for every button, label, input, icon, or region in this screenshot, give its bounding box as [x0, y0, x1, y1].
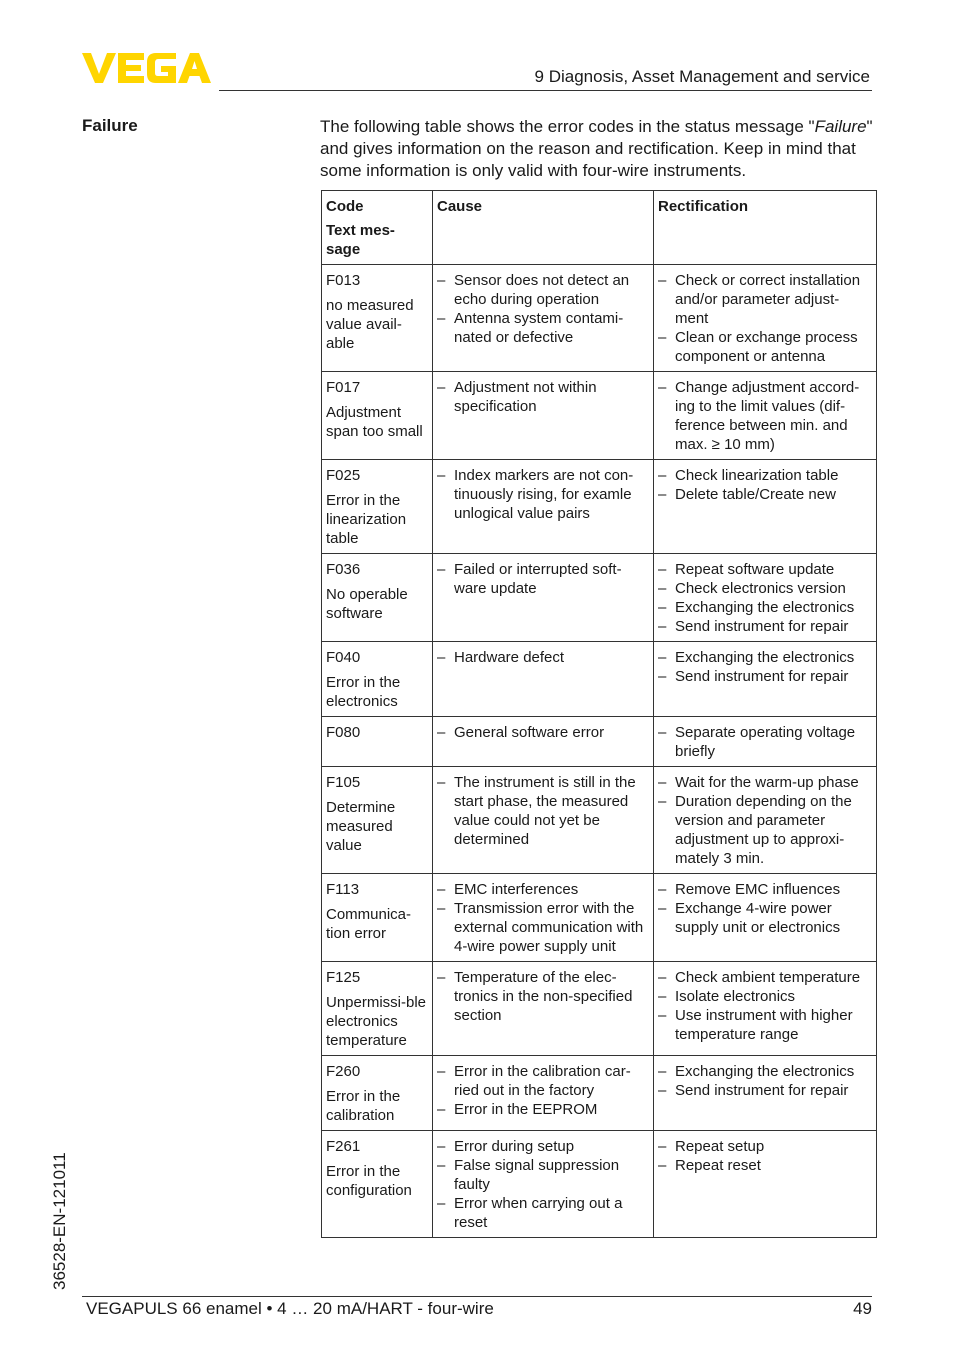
page-number: 49: [853, 1299, 872, 1318]
rectification-item: – Check ambient temperature: [658, 968, 872, 987]
code-cell: [322, 372, 433, 460]
cause-cell: [433, 962, 654, 1056]
cause-cell: [433, 1131, 654, 1238]
code-cell: [322, 717, 433, 767]
header-rectification: Rectification: [654, 191, 877, 265]
cause-cell: [433, 372, 654, 460]
error-code: F040: [326, 649, 361, 666]
error-message: Unpermissi-ble electronics temperature: [326, 994, 427, 1049]
rectification-cell: [654, 767, 877, 874]
cause-list: [437, 560, 649, 598]
cause-item: – Error when carrying out a reset: [437, 1194, 649, 1232]
rectification-cell: [654, 642, 877, 717]
rectification-item: – Clean or exchange process component or antenna: [658, 328, 872, 366]
header-rule: [219, 90, 872, 91]
rectification-list: [658, 1137, 872, 1175]
cause-item: – Error during setup: [437, 1137, 649, 1156]
cause-list: [437, 648, 649, 667]
cause-item: – Temperature of the elec-tronics in the non-specified section: [437, 968, 649, 1025]
document-id: 36528-EN-121011: [50, 1152, 69, 1290]
error-message: no measured value avail-able: [326, 297, 414, 352]
error-code: F260: [326, 1063, 361, 1080]
rectification-list: [658, 466, 872, 504]
error-code: F013: [326, 272, 361, 289]
cause-item: – The instrument is still in the start phase, the measured value could not yet be determined: [437, 773, 649, 849]
cause-item: – Adjustment not within specification: [437, 378, 649, 416]
table-row: [322, 265, 877, 372]
rectification-item: – Wait for the warm-up phase: [658, 773, 872, 792]
table-row: [322, 874, 877, 962]
rectification-item: – Send instrument for repair: [658, 667, 872, 686]
cause-list: [437, 378, 649, 416]
error-message: Error in the configuration: [326, 1163, 412, 1199]
cause-cell: [433, 874, 654, 962]
table-row: [322, 460, 877, 554]
rectification-cell: [654, 372, 877, 460]
rectification-cell: [654, 1056, 877, 1131]
rectification-item: – Remove EMC influences: [658, 880, 872, 899]
header-text-message-label: Text mes-sage: [326, 222, 395, 258]
table-row: [322, 962, 877, 1056]
rectification-cell: [654, 1131, 877, 1238]
cause-list: [437, 466, 649, 523]
code-cell: [322, 1131, 433, 1238]
cause-item: – Error in the EEPROM: [437, 1100, 649, 1119]
table-header-row: [322, 191, 877, 265]
rectification-cell: [654, 554, 877, 642]
error-code: F105: [326, 774, 361, 791]
cause-list: [437, 1137, 649, 1232]
cause-list: [437, 1062, 649, 1119]
rectification-item: – Check or correct installation and/or parameter adjust-ment: [658, 271, 872, 328]
cause-list: [437, 723, 649, 742]
header-code-label: Code: [326, 198, 364, 215]
rectification-list: [658, 968, 872, 1044]
cause-item: – False signal suppression faulty: [437, 1156, 649, 1194]
footer-product-title: VEGAPULS 66 enamel • 4 … 20 mA/HART - four-wire: [86, 1299, 494, 1318]
cause-item: – Hardware defect: [437, 648, 649, 667]
code-cell: [322, 554, 433, 642]
rectification-item: – Duration depending on the version and parameter adjustment up to approxi-mately 3 min.: [658, 792, 872, 868]
code-cell: [322, 1056, 433, 1131]
cause-cell: [433, 642, 654, 717]
rectification-item: – Send instrument for repair: [658, 1081, 872, 1100]
cause-item: – Error in the calibration car-ried out in the factory: [437, 1062, 649, 1100]
intro-text-end: " and gives information on the reason and rectification. Keep in mind that some information is only valid with four-wire instruments.: [320, 117, 873, 180]
cause-cell: [433, 460, 654, 554]
error-message: Error in the electronics: [326, 674, 401, 710]
footer-rule: [82, 1296, 872, 1297]
table-row: [322, 1056, 877, 1131]
cause-item: – Failed or interrupted soft-ware update: [437, 560, 649, 598]
rectification-item: – Delete table/Create new: [658, 485, 872, 504]
cause-cell: [433, 717, 654, 767]
cause-list: [437, 880, 649, 956]
rectification-item: – Use instrument with higher temperature range: [658, 1006, 872, 1044]
rectification-item: – Check electronics version: [658, 579, 872, 598]
code-cell: [322, 767, 433, 874]
rectification-cell: [654, 874, 877, 962]
error-message: Adjustment span too small: [326, 404, 423, 440]
error-message: No operable software: [326, 586, 408, 622]
table-row: [322, 717, 877, 767]
code-cell: [322, 265, 433, 372]
rectification-item: – Change adjustment accord-ing to the limit values (dif-ference between min. and max. ≥ 10 mm): [658, 378, 872, 454]
rectification-item: – Check linearization table: [658, 466, 872, 485]
header-code: [322, 191, 433, 265]
rectification-list: [658, 880, 872, 937]
rectification-list: [658, 648, 872, 686]
rectification-cell: [654, 265, 877, 372]
cause-item: – Index markers are not con-tinuously rising, for examle unlogical value pairs: [437, 466, 649, 523]
error-code-table: [321, 190, 877, 1238]
intro-text-italic: Failure: [814, 117, 867, 136]
code-cell: [322, 642, 433, 717]
rectification-item: – Exchange 4-wire power supply unit or electronics: [658, 899, 872, 937]
cause-item: – EMC interferences: [437, 880, 649, 899]
intro-text-start: The following table shows the error codes in the status message ": [320, 117, 815, 136]
table-row: [322, 642, 877, 717]
rectification-list: [658, 773, 872, 868]
error-code: F080: [326, 724, 361, 741]
rectification-cell: [654, 717, 877, 767]
rectification-item: – Exchanging the electronics: [658, 1062, 872, 1081]
table-row: [322, 1131, 877, 1238]
table-row: [322, 767, 877, 874]
rectification-list: [658, 723, 872, 761]
rectification-item: – Exchanging the electronics: [658, 598, 872, 617]
section-label: Failure: [82, 116, 138, 135]
vega-logo: [82, 50, 212, 84]
error-message: Communica-tion error: [326, 906, 412, 942]
header-cause: Cause: [433, 191, 654, 265]
error-code: F036: [326, 561, 361, 578]
rectification-item: – Isolate electronics: [658, 987, 872, 1006]
rectification-cell: [654, 460, 877, 554]
error-message: Error in the calibration: [326, 1088, 401, 1124]
table-body: [322, 265, 877, 1238]
error-code: F125: [326, 969, 361, 986]
rectification-item: – Exchanging the electronics: [658, 648, 872, 667]
cause-item: – General software error: [437, 723, 649, 742]
cause-item: – Transmission error with the external communication with 4-wire power supply unit: [437, 899, 649, 956]
cause-list: [437, 968, 649, 1025]
code-cell: [322, 962, 433, 1056]
rectification-item: – Send instrument for repair: [658, 617, 872, 636]
rectification-cell: [654, 962, 877, 1056]
error-code: F261: [326, 1138, 361, 1155]
error-code: F025: [326, 467, 361, 484]
cause-list: [437, 773, 649, 849]
rectification-list: [658, 560, 872, 636]
cause-cell: [433, 265, 654, 372]
cause-item: – Sensor does not detect an echo during operation: [437, 271, 649, 309]
table-row: [322, 372, 877, 460]
cause-cell: [433, 1056, 654, 1131]
cause-item: – Antenna system contami-nated or defective: [437, 309, 649, 347]
rectification-item: – Separate operating voltage briefly: [658, 723, 872, 761]
rectification-list: [658, 378, 872, 454]
chapter-title: 9 Diagnosis, Asset Management and service: [534, 67, 870, 86]
error-message: Error in the linearization table: [326, 492, 407, 547]
table-row: [322, 554, 877, 642]
rectification-list: [658, 271, 872, 366]
rectification-item: – Repeat setup: [658, 1137, 872, 1156]
cause-cell: [433, 767, 654, 874]
code-cell: [322, 460, 433, 554]
rectification-item: – Repeat software update: [658, 560, 872, 579]
rectification-item: – Repeat reset: [658, 1156, 872, 1175]
error-code: F017: [326, 379, 361, 396]
code-cell: [322, 874, 433, 962]
rectification-list: [658, 1062, 872, 1100]
intro-paragraph: [320, 116, 880, 182]
cause-list: [437, 271, 649, 347]
error-code: F113: [326, 881, 360, 898]
cause-cell: [433, 554, 654, 642]
error-message: Determine measured value: [326, 799, 396, 854]
